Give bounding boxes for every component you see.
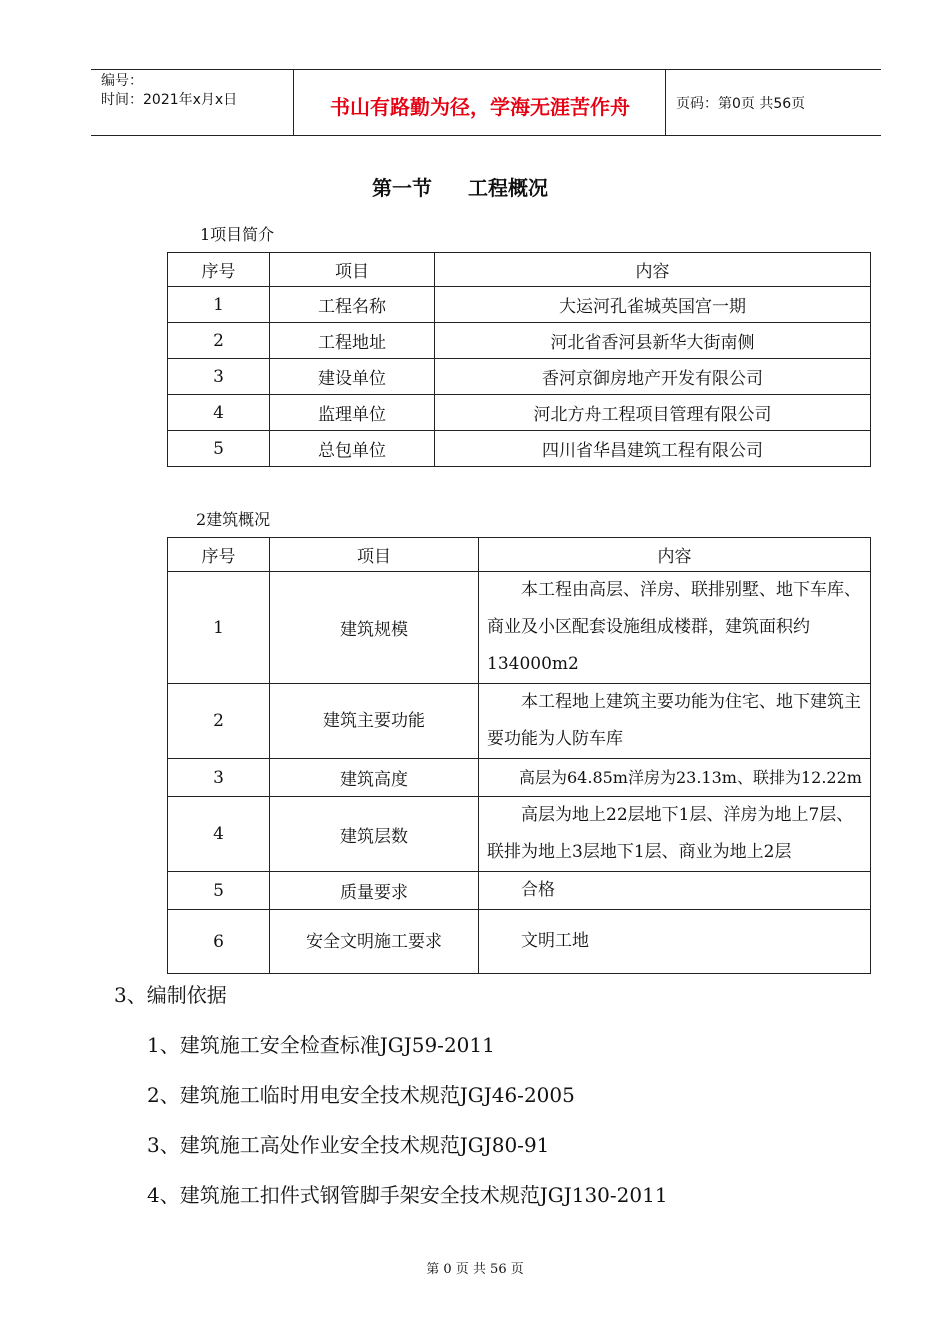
table-cell: 建筑层数: [270, 797, 479, 872]
table-cell: 总包单位: [270, 431, 435, 467]
table-cell: 四川省华昌建筑工程有限公司: [435, 431, 871, 467]
table-cell: 高层为地上22层地下1层、洋房为地上7层、联排为地上3层地下1层、商业为地上2层: [479, 797, 871, 872]
table-row: [168, 431, 871, 467]
header-page-number: 页码：第0页 共56页: [676, 96, 806, 112]
table-header-row: [168, 253, 871, 287]
table-row: [168, 395, 871, 431]
table-cell: 建筑主要功能: [270, 684, 479, 759]
table-cell: 香河京御房地产开发有限公司: [435, 359, 871, 395]
table-cell: 5: [168, 872, 270, 910]
building-overview-table: [167, 537, 871, 974]
table-row: [168, 759, 871, 797]
header-motto: 书山有路勤为径，学海无涯苦作舟: [330, 95, 630, 119]
table-cell: 本工程地上建筑主要功能为住宅、地下建筑主要功能为人防车库: [479, 684, 871, 759]
table-cell: 3: [168, 759, 270, 797]
table-cell: 5: [168, 431, 270, 467]
table-row: [168, 872, 871, 910]
header-time: 时间：2021年x月x日: [101, 92, 238, 108]
table-cell: 4: [168, 395, 270, 431]
basis-item: 2、建筑施工临时用电安全技术规范JGJ46-2005: [147, 1083, 575, 1107]
header-top-rule: [91, 69, 881, 70]
table-cell: 本工程由高层、洋房、联排别墅、地下车库、商业及小区配套设施组成楼群，建筑面积约134000m2: [479, 572, 871, 684]
basis-item: 1、建筑施工安全检查标准JGJ59-2011: [147, 1033, 495, 1057]
basis-item: 3、建筑施工高处作业安全技术规范JGJ80-91: [147, 1133, 550, 1157]
section-title-number: 第一节: [372, 176, 433, 200]
table-cell: 安全文明施工要求: [270, 910, 479, 974]
table-row: [168, 359, 871, 395]
table-cell: 文明工地: [479, 910, 871, 974]
header-number: 编号：: [101, 73, 143, 89]
section-title: [0, 172, 920, 201]
page-footer: 第 0 页 共 56 页: [426, 1262, 524, 1277]
column-header: 序号: [168, 253, 270, 287]
table-row: [168, 572, 871, 684]
table-cell: 2: [168, 684, 270, 759]
table-cell: 工程名称: [270, 287, 435, 323]
table-row: [168, 323, 871, 359]
column-header: 项目: [270, 253, 435, 287]
table-cell: 建设单位: [270, 359, 435, 395]
table-cell: 6: [168, 910, 270, 974]
section-title-text: 工程概况: [467, 176, 548, 200]
table-cell: 大运河孔雀城英国宫一期: [435, 287, 871, 323]
column-header: 序号: [168, 538, 270, 572]
table-row: [168, 910, 871, 974]
table-cell: 4: [168, 797, 270, 872]
table-cell: 工程地址: [270, 323, 435, 359]
column-header: 内容: [435, 253, 871, 287]
table-row: [168, 684, 871, 759]
table-cell: 2: [168, 323, 270, 359]
table-row: [168, 287, 871, 323]
table1-caption: 1项目简介: [200, 225, 275, 244]
table-cell: 1: [168, 287, 270, 323]
column-header: 内容: [479, 538, 871, 572]
table-cell: 高层为64.85m洋房为23.13m、联排为12.22m: [479, 759, 871, 797]
basis-heading: 3、编制依据: [114, 983, 227, 1007]
basis-item: 4、建筑施工扣件式钢管脚手架安全技术规范JGJ130-2011: [147, 1183, 668, 1207]
table2-caption: 2建筑概况: [196, 510, 271, 529]
table-header-row: [168, 538, 871, 572]
header-bottom-rule: [91, 135, 881, 136]
table-cell: 建筑规模: [270, 572, 479, 684]
table-cell: 合格: [479, 872, 871, 910]
table-cell: 1: [168, 572, 270, 684]
table-cell: 质量要求: [270, 872, 479, 910]
column-header: 项目: [270, 538, 479, 572]
table-cell: 河北省香河县新华大街南侧: [435, 323, 871, 359]
table-cell: 建筑高度: [270, 759, 479, 797]
table-cell: 监理单位: [270, 395, 435, 431]
project-info-table: [167, 252, 871, 467]
table-cell: 3: [168, 359, 270, 395]
header-meta: [101, 72, 237, 110]
table-row: [168, 797, 871, 872]
table-cell: 河北方舟工程项目管理有限公司: [435, 395, 871, 431]
